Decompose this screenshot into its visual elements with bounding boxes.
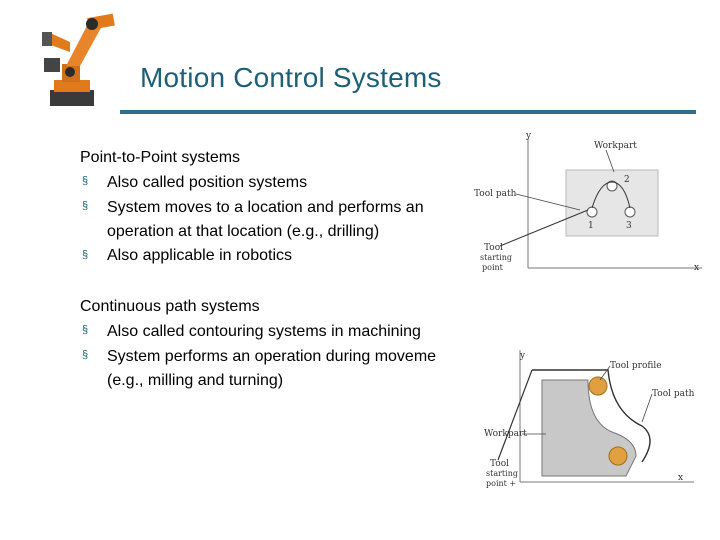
tool-start-label-2: starting (486, 469, 518, 478)
robot-arm-image (40, 12, 118, 110)
y-axis-label: y (526, 131, 532, 141)
bullet-text: Also called position systems (107, 174, 308, 191)
continuous-path-diagram (476, 340, 700, 500)
section-heading-point-to-point: Point-to-Point systems (80, 149, 241, 166)
bullet-icon: § (82, 349, 89, 361)
tool-profile-label: Tool profile (610, 361, 662, 371)
bullet-text-continuation: operation at that location (e.g., drilling) (107, 223, 380, 240)
tool-start-label-3: point + (486, 479, 517, 488)
point-1-marker (587, 207, 597, 217)
tool-path-label: Tool path (652, 389, 695, 399)
tool-start-label-1: Tool (484, 243, 504, 253)
tool-end-circle (609, 447, 627, 465)
tool-start-label-1: Tool (490, 459, 510, 469)
workpart-label: Workpart (484, 429, 527, 439)
point-to-point-diagram (470, 128, 710, 278)
section-heading-continuous-path: Continuous path systems (80, 298, 260, 315)
point-2-label: 2 (624, 175, 630, 185)
tool-start-label-3: point (482, 263, 503, 272)
bullet-icon: § (82, 200, 89, 212)
bullet-text-continuation: (e.g., milling and turning) (107, 372, 284, 389)
tool-path-label: Tool path (474, 189, 517, 199)
point-3-marker (625, 207, 635, 217)
bullet-text: System performs an operation during moveme (107, 348, 437, 365)
bullet-text: Also applicable in robotics (107, 247, 292, 264)
x-axis-label: x (678, 473, 684, 483)
workpart-label: Workpart (594, 141, 637, 151)
bullet-icon: § (82, 175, 89, 187)
point-3-label: 3 (626, 221, 632, 231)
bullet-text: System moves to a location and performs an (107, 199, 424, 216)
bullet-icon: § (82, 249, 89, 261)
bullet-icon: § (82, 324, 89, 336)
point-1-label: 1 (588, 221, 594, 231)
bullet-text: Also called contouring systems in machining (107, 323, 421, 340)
slide-title: Motion Control Systems (140, 62, 442, 93)
workpart-rect (566, 170, 658, 236)
y-axis-label: y (520, 351, 526, 361)
tool-start-label-2: starting (480, 253, 512, 262)
tool-profile-circle (589, 377, 607, 395)
title-underline (120, 110, 696, 114)
x-axis-label: x (694, 263, 700, 273)
